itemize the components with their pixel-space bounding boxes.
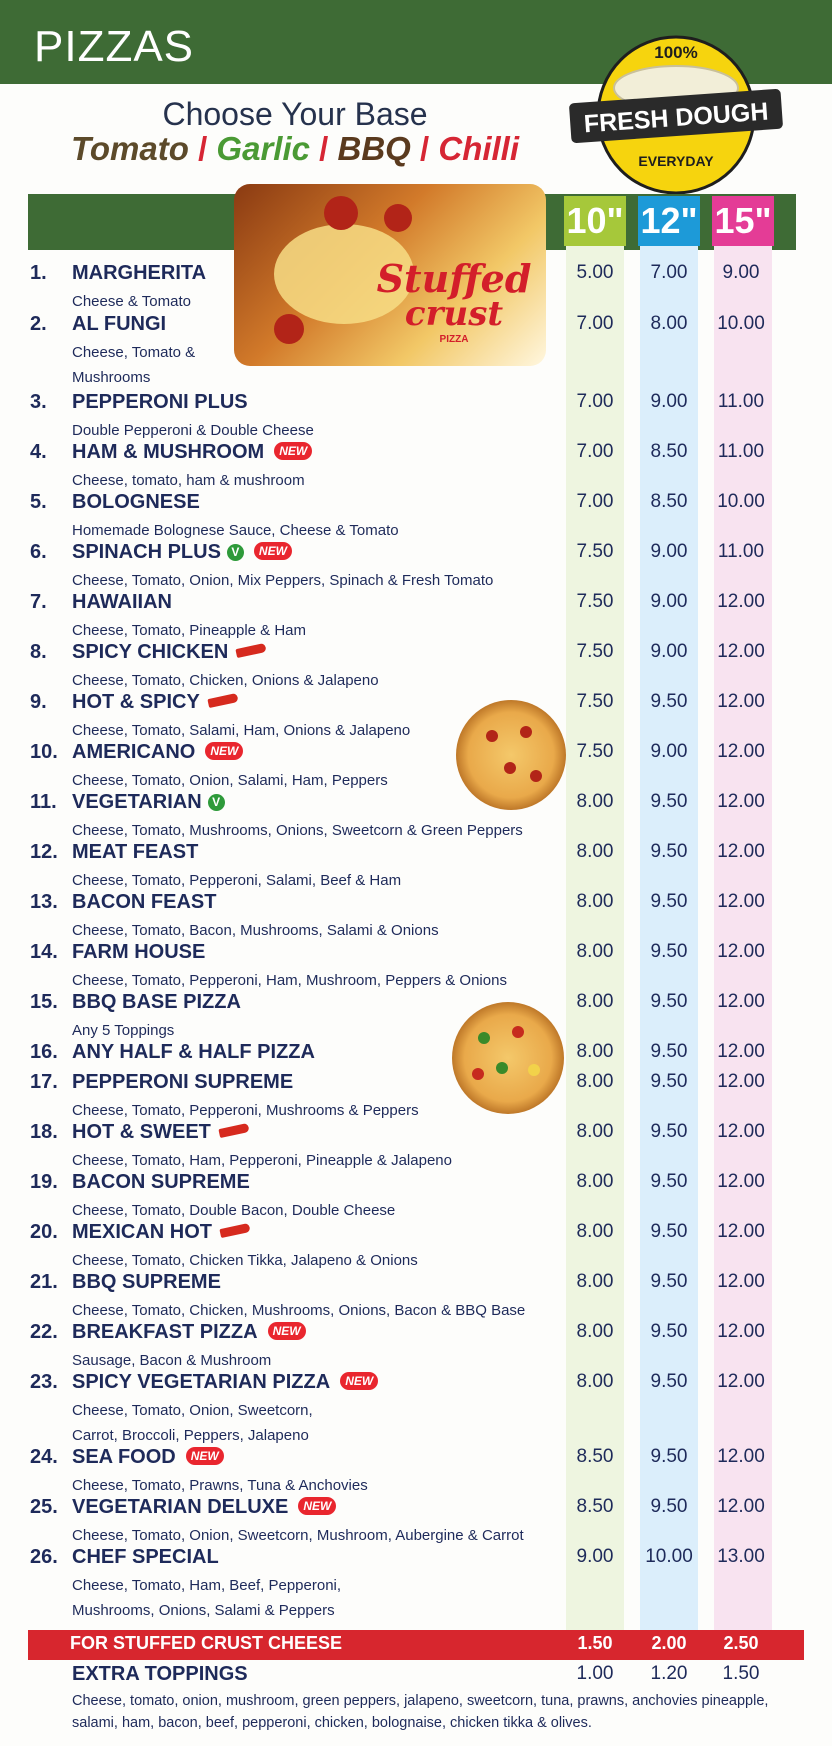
stuffed-crust-row xyxy=(28,1630,804,1660)
new-badge: NEW xyxy=(186,1447,224,1465)
price-10: 8.00 xyxy=(576,1321,614,1342)
pizza-row-margherita xyxy=(0,262,832,312)
item-name: BBQ SUPREME xyxy=(72,1271,221,1293)
price-15: 12.00 xyxy=(717,1321,765,1342)
price-12: 9.50 xyxy=(650,1121,688,1142)
price-10: 8.00 xyxy=(576,1171,614,1192)
item-number: 18. xyxy=(30,1121,58,1143)
item-name-wrap xyxy=(72,441,312,464)
price-15: 12.00 xyxy=(717,991,765,1012)
item-description: Sausage, Bacon & Mushroom xyxy=(72,1352,272,1369)
item-name-wrap xyxy=(72,641,266,664)
price-10: 8.00 xyxy=(576,891,614,912)
pizza-row-americano xyxy=(0,741,832,791)
item-name-wrap xyxy=(72,541,292,564)
pepperoni-icon xyxy=(384,204,412,232)
price-15: 12.00 xyxy=(717,641,765,662)
pizza-row-bacon-supreme xyxy=(0,1171,832,1221)
pizza-row-bolognese xyxy=(0,491,832,541)
price-10: 8.00 xyxy=(576,1221,614,1242)
item-description: Double Pepperoni & Double Cheese xyxy=(72,422,314,439)
item-number: 19. xyxy=(30,1171,58,1193)
item-name-wrap xyxy=(72,1446,224,1469)
item-name: SEA FOOD xyxy=(72,1446,176,1468)
item-name: HAM & MUSHROOM xyxy=(72,441,265,463)
item-description: Cheese, Tomato, Salami, Ham, Onions & Jalapeno xyxy=(72,722,411,739)
item-name-wrap xyxy=(72,313,166,336)
item-name-wrap xyxy=(72,1041,315,1064)
promo-line1: Stuffed xyxy=(376,256,532,301)
chilli-icon xyxy=(218,1123,249,1138)
price-15: 12.00 xyxy=(717,1171,765,1192)
item-name-wrap xyxy=(72,691,238,714)
item-name-wrap xyxy=(72,491,200,514)
item-name: BACON SUPREME xyxy=(72,1171,250,1193)
item-name-wrap xyxy=(72,391,248,414)
pizza-row-hot-sweet xyxy=(0,1121,832,1171)
price-12: 9.00 xyxy=(650,641,688,662)
item-name-wrap xyxy=(72,1546,219,1569)
badge-line1: 100% xyxy=(654,43,698,62)
base-option-bbq: BBQ xyxy=(337,130,411,167)
price-12: 9.00 xyxy=(650,391,688,412)
price-15: 12.00 xyxy=(717,691,765,712)
price-12: 9.50 xyxy=(650,1271,688,1292)
price-15: 12.00 xyxy=(717,1121,765,1142)
price-10: 8.00 xyxy=(576,791,614,812)
pizza-row-farm-house xyxy=(0,941,832,991)
pizza-row-hawaiian xyxy=(0,591,832,641)
price-12: 9.50 xyxy=(650,941,688,962)
price-15: 1.50 xyxy=(722,1663,760,1684)
item-name: ANY HALF & HALF PIZZA xyxy=(72,1041,315,1063)
price-15: 10.00 xyxy=(717,313,765,334)
item-description: Cheese, Tomato & Mushrooms xyxy=(72,344,196,386)
chilli-icon xyxy=(207,693,238,708)
badge-line2: FRESH DOUGH xyxy=(583,97,770,139)
item-description: Cheese, Tomato, Chicken, Onions & Jalapeno xyxy=(72,672,379,689)
price-10: 8.00 xyxy=(576,841,614,862)
item-description: Cheese, Tomato, Onion, Sweetcorn, Carrot, Broccoli, Peppers, Jalapeno xyxy=(72,1402,313,1444)
price-10: 5.00 xyxy=(576,262,614,283)
base-separator: / xyxy=(420,130,430,167)
item-number: 26. xyxy=(30,1546,58,1568)
price-12: 9.50 xyxy=(650,841,688,862)
base-title: Choose Your Base xyxy=(162,96,428,132)
pepperoni-icon xyxy=(324,196,358,230)
price-15: 12.00 xyxy=(717,941,765,962)
price-10: 7.50 xyxy=(576,591,614,612)
item-number: 5. xyxy=(30,491,47,513)
item-description: Cheese, Tomato, Pepperoni, Salami, Beef & Ham xyxy=(72,872,402,889)
price-15: 12.00 xyxy=(717,1371,765,1392)
price-12: 7.00 xyxy=(650,262,688,283)
price-10: 1.00 xyxy=(576,1663,614,1684)
price-12: 9.50 xyxy=(650,1371,688,1392)
item-name-wrap xyxy=(72,1496,336,1519)
fresh-dough-badge xyxy=(566,30,786,200)
price-10: 7.00 xyxy=(576,441,614,462)
item-number: 17. xyxy=(30,1071,58,1093)
item-number: 4. xyxy=(30,441,47,463)
price-15: 12.00 xyxy=(717,841,765,862)
price-15: 2.50 xyxy=(723,1633,759,1653)
price-12: 1.20 xyxy=(650,1663,688,1684)
item-description: Cheese, Tomato, Pepperoni, Ham, Mushroom, Peppers & Onions xyxy=(72,972,507,989)
item-name: AMERICANO xyxy=(72,741,196,763)
price-10: 7.00 xyxy=(576,491,614,512)
size-header-12: 12" xyxy=(638,196,700,246)
item-description: Cheese, Tomato, Ham, Pepperoni, Pineapple & Jalapeno xyxy=(72,1152,452,1169)
item-number: 1. xyxy=(30,262,47,284)
item-name-wrap xyxy=(72,741,243,764)
price-12: 9.50 xyxy=(650,891,688,912)
price-10: 8.00 xyxy=(576,1071,614,1092)
item-number: 9. xyxy=(30,691,47,713)
pizza-row-vegetarian xyxy=(0,791,832,841)
price-12: 9.00 xyxy=(650,591,688,612)
price-15: 12.00 xyxy=(717,891,765,912)
item-number: 2. xyxy=(30,313,47,335)
price-15: 12.00 xyxy=(717,1496,765,1517)
pizza-row-al-fungi xyxy=(0,313,832,386)
item-description: Cheese, Tomato, Ham, Beef, Pepperoni, Mushrooms, Onions, Salami & Peppers xyxy=(72,1577,342,1619)
item-name: BREAKFAST PIZZA xyxy=(72,1321,258,1343)
item-name: BOLOGNESE xyxy=(72,491,200,513)
price-15: 12.00 xyxy=(717,1071,765,1092)
item-description: Cheese, Tomato, Chicken, Mushrooms, Onions, Bacon & BBQ Base xyxy=(72,1302,526,1319)
item-name-wrap xyxy=(72,841,198,864)
price-10: 8.50 xyxy=(576,1496,614,1517)
item-name-wrap xyxy=(72,891,216,914)
item-name-wrap xyxy=(72,941,205,964)
price-12: 9.50 xyxy=(650,1041,688,1062)
item-description: Cheese, Tomato, Onion, Sweetcorn, Mushroom, Aubergine & Carrot xyxy=(72,1527,524,1544)
item-number: 12. xyxy=(30,841,58,863)
item-number: 11. xyxy=(30,791,57,813)
page-title: PIZZAS xyxy=(34,22,195,71)
pizza-row-breakfast-pizza xyxy=(0,1321,832,1371)
price-12: 9.50 xyxy=(650,1321,688,1342)
new-badge: NEW xyxy=(274,442,312,460)
price-10: 7.00 xyxy=(576,391,614,412)
price-12: 9.50 xyxy=(650,1446,688,1467)
item-name-wrap xyxy=(72,262,206,285)
item-name: SPICY VEGETARIAN PIZZA xyxy=(72,1371,331,1393)
price-12: 9.50 xyxy=(650,1071,688,1092)
chilli-icon xyxy=(219,1223,250,1238)
item-name-wrap xyxy=(72,591,172,614)
extra-toppings-label: EXTRA TOPPINGS xyxy=(72,1663,248,1685)
pizza-row-ham-mushroom xyxy=(0,441,832,491)
price-12: 8.00 xyxy=(650,313,688,334)
base-option-tomato: Tomato xyxy=(70,130,189,167)
item-name-wrap xyxy=(72,1321,306,1344)
item-number: 8. xyxy=(30,641,47,663)
price-15: 12.00 xyxy=(717,1271,765,1292)
price-15: 13.00 xyxy=(717,1546,765,1567)
item-description: Homemade Bolognese Sauce, Cheese & Tomato xyxy=(72,522,399,539)
item-name-wrap xyxy=(72,1071,293,1094)
item-name: AL FUNGI xyxy=(72,313,167,335)
item-name: PEPPERONI SUPREME xyxy=(72,1071,294,1093)
price-12: 9.50 xyxy=(650,1221,688,1242)
base-separator: / xyxy=(198,130,208,167)
vegetarian-icon: V xyxy=(208,794,225,811)
item-name: FARM HOUSE xyxy=(72,941,206,963)
new-badge: NEW xyxy=(254,542,292,560)
vegetarian-icon: V xyxy=(227,544,244,561)
item-description: Cheese, Tomato, Bacon, Mushrooms, Salami & Onions xyxy=(72,922,439,939)
item-number: 3. xyxy=(30,391,47,413)
item-name: HOT & SWEET xyxy=(72,1121,211,1143)
item-name-wrap xyxy=(72,1171,250,1194)
price-12: 8.50 xyxy=(650,441,688,462)
item-name: PEPPERONI PLUS xyxy=(72,391,248,413)
item-description: Any 5 Toppings xyxy=(72,1022,175,1039)
stuffed-crust-label: FOR STUFFED CRUST CHEESE xyxy=(70,1633,343,1653)
size-header-15: 15" xyxy=(712,196,774,246)
price-12: 9.50 xyxy=(650,1171,688,1192)
extra-toppings-desc: Cheese, tomato, onion, mushroom, green peppers, jalapeno, sweetcorn, tuna, prawns, anchovies pineapple, salami, ham, bacon, beef, pepperoni, chicken, bolognaise, chicken tikka & olives. xyxy=(72,1693,769,1731)
item-description: Cheese, Tomato, Chicken Tikka, Jalapeno & Onions xyxy=(72,1252,418,1269)
item-number: 24. xyxy=(30,1446,58,1468)
pizza-row-sea-food xyxy=(0,1446,832,1496)
price-10: 8.50 xyxy=(576,1446,614,1467)
price-15: 12.00 xyxy=(717,741,765,762)
pizza-row-pepperoni-plus xyxy=(0,391,832,441)
pizza-row-bacon-feast xyxy=(0,891,832,941)
item-name: VEGETARIAN DELUXE xyxy=(72,1496,289,1518)
item-name: VEGETARIAN xyxy=(72,791,202,813)
price-10: 7.00 xyxy=(576,313,614,334)
item-description: Cheese & Tomato xyxy=(72,293,191,310)
item-number: 22. xyxy=(30,1321,58,1343)
item-number: 21. xyxy=(30,1271,58,1293)
price-15: 11.00 xyxy=(717,441,765,462)
item-description: Cheese, Tomato, Onion, Salami, Ham, Peppers xyxy=(72,772,388,789)
pizza-row-bbq-base-pizza xyxy=(0,991,832,1041)
price-15: 12.00 xyxy=(717,591,765,612)
price-12: 9.00 xyxy=(650,541,688,562)
pizza-row-spicy-vegetarian-pizza xyxy=(0,1371,832,1444)
price-10: 8.00 xyxy=(576,941,614,962)
item-name: SPINACH PLUS xyxy=(72,541,221,563)
price-10: 8.00 xyxy=(576,1271,614,1292)
price-10: 8.00 xyxy=(576,1121,614,1142)
promo-line3: PIZZA xyxy=(439,334,469,345)
item-number: 6. xyxy=(30,541,47,563)
price-10: 9.00 xyxy=(576,1546,614,1567)
price-15: 11.00 xyxy=(717,541,765,562)
item-name: MARGHERITA xyxy=(72,262,207,284)
new-badge: NEW xyxy=(268,1322,306,1340)
pizza-row-bbq-supreme xyxy=(0,1271,832,1321)
price-15: 10.00 xyxy=(717,491,765,512)
item-name-wrap xyxy=(72,791,225,814)
price-10: 7.50 xyxy=(576,741,614,762)
price-12: 9.00 xyxy=(650,741,688,762)
base-options xyxy=(0,130,590,168)
price-10: 8.00 xyxy=(576,1041,614,1062)
price-12: 9.50 xyxy=(650,691,688,712)
pizza-row-mexican-hot xyxy=(0,1221,832,1271)
item-description: Cheese, Tomato, Pineapple & Ham xyxy=(72,622,307,639)
pizza-row-spinach-plus xyxy=(0,541,832,591)
item-name: BACON FEAST xyxy=(72,891,217,913)
item-name: BBQ BASE PIZZA xyxy=(72,991,241,1013)
item-name: MEXICAN HOT xyxy=(72,1221,212,1243)
item-name-wrap xyxy=(72,1221,250,1244)
price-10: 8.00 xyxy=(576,991,614,1012)
item-name: HOT & SPICY xyxy=(72,691,200,713)
promo-line2: crust xyxy=(404,294,504,334)
item-number: 15. xyxy=(30,991,58,1013)
item-description: Cheese, Tomato, Pepperoni, Mushrooms & Peppers xyxy=(72,1102,419,1119)
price-12: 9.50 xyxy=(650,1496,688,1517)
item-number: 7. xyxy=(30,591,47,613)
item-name-wrap xyxy=(72,991,241,1014)
pizza-row-chef-special xyxy=(0,1546,832,1619)
base-option-chilli: Chilli xyxy=(438,130,520,167)
pizza-row-vegetarian-deluxe xyxy=(0,1496,832,1546)
item-name: CHEF SPECIAL xyxy=(72,1546,219,1568)
item-number: 10. xyxy=(30,741,58,763)
pizza-row-pepperoni-supreme xyxy=(0,1071,832,1121)
item-number: 13. xyxy=(30,891,58,913)
price-15: 11.00 xyxy=(717,391,765,412)
price-12: 8.50 xyxy=(650,491,688,512)
item-description: Cheese, Tomato, Double Bacon, Double Cheese xyxy=(72,1202,396,1219)
size-header-10: 10" xyxy=(564,196,626,246)
pizza-row-hot-spicy xyxy=(0,691,832,741)
item-description: Cheese, Tomato, Mushrooms, Onions, Sweetcorn & Green Peppers xyxy=(72,822,523,839)
price-15: 12.00 xyxy=(717,1041,765,1062)
item-description: Cheese, Tomato, Prawns, Tuna & Anchovies xyxy=(72,1477,368,1494)
item-number: 23. xyxy=(30,1371,58,1393)
price-15: 12.00 xyxy=(717,1446,765,1467)
item-description: Cheese, Tomato, Onion, Mix Peppers, Spinach & Fresh Tomato xyxy=(72,572,494,589)
price-12: 2.00 xyxy=(651,1633,687,1653)
price-10: 7.50 xyxy=(576,641,614,662)
price-10: 8.00 xyxy=(576,1371,614,1392)
item-name-wrap xyxy=(72,1271,221,1294)
pizza-row-meat-feast xyxy=(0,841,832,891)
new-badge: NEW xyxy=(298,1497,336,1515)
item-number: 14. xyxy=(30,941,58,963)
item-number: 25. xyxy=(30,1496,58,1518)
item-name: MEAT FEAST xyxy=(72,841,199,863)
pizza-row-spicy-chicken xyxy=(0,641,832,691)
badge-line3: EVERYDAY xyxy=(638,153,714,169)
new-badge: NEW xyxy=(340,1372,378,1390)
item-number: 20. xyxy=(30,1221,58,1243)
price-15: 9.00 xyxy=(722,262,760,283)
price-12: 9.50 xyxy=(650,991,688,1012)
price-10: 1.50 xyxy=(577,1633,613,1653)
price-10: 7.50 xyxy=(576,541,614,562)
new-badge: NEW xyxy=(205,742,243,760)
price-12: 9.50 xyxy=(650,791,688,812)
base-option-garlic: Garlic xyxy=(216,130,310,167)
price-15: 12.00 xyxy=(717,1221,765,1242)
item-name-wrap xyxy=(72,1121,249,1144)
price-12: 10.00 xyxy=(645,1546,693,1567)
price-15: 12.00 xyxy=(717,791,765,812)
item-number: 16. xyxy=(30,1041,58,1063)
chilli-icon xyxy=(236,643,267,658)
item-name: HAWAIIAN xyxy=(72,591,172,613)
price-10: 7.50 xyxy=(576,691,614,712)
item-name: SPICY CHICKEN xyxy=(72,641,229,663)
item-name-wrap xyxy=(72,1371,378,1394)
base-separator: / xyxy=(319,130,329,167)
item-description: Cheese, tomato, ham & mushroom xyxy=(72,472,305,489)
